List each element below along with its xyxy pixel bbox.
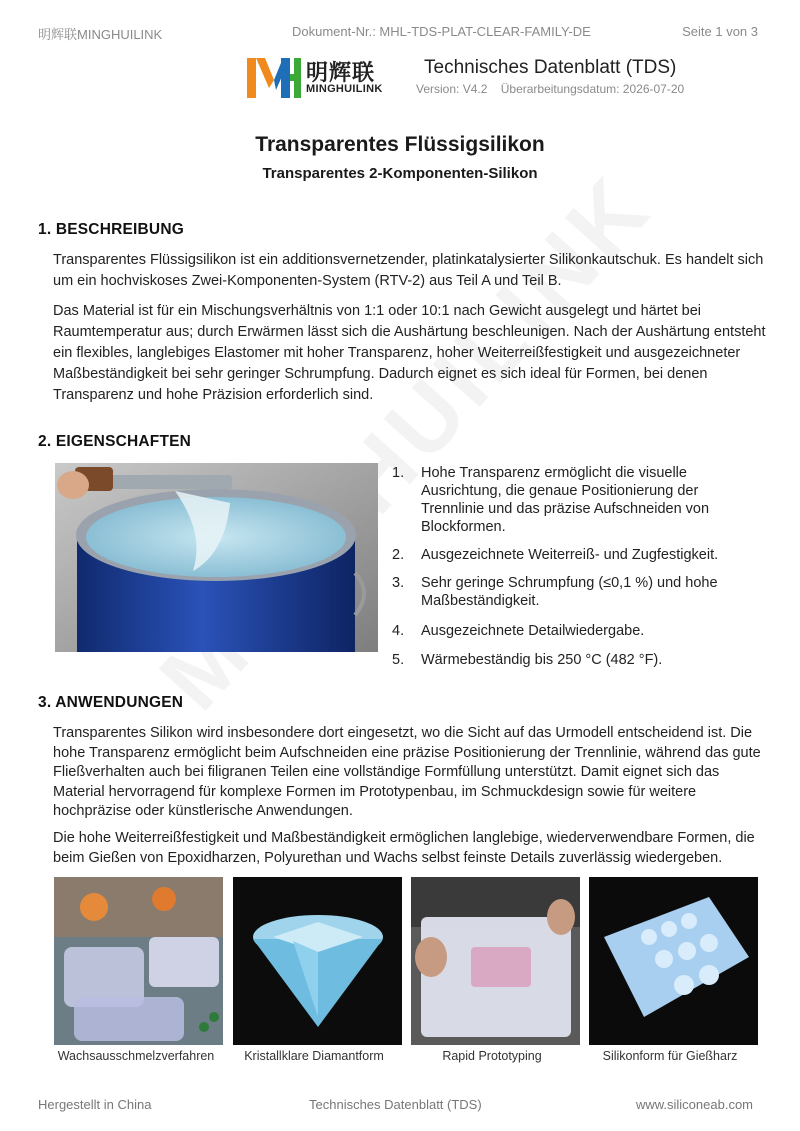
property-number: 3. bbox=[392, 575, 405, 591]
header-document-number: Dokument-Nr.: MHL-TDS-PLAT-CLEAR-FAMILY-DE bbox=[292, 24, 591, 39]
property-text: Ausgezeichnete Weiterreiß- und Zugfestigkeit. bbox=[421, 547, 719, 563]
gallery-caption-1: Wachsausschmelzverfahren bbox=[57, 1049, 215, 1063]
property-text: Hohe Transparenz ermöglicht die visuelle Ausrichtung, die genaue Positionierung der Trennlinie und das präzise Aufschneiden von Blockformen. bbox=[421, 465, 710, 535]
property-text: Ausgezeichnete Detailwiedergabe. bbox=[421, 623, 645, 639]
applications-paragraph-2: Die hohe Weiterreißfestigkeit und Maßbeständigkeit ermöglichen langlebige, wiederverwendbare Formen, die beim Gießen von Epoxidharzen, Polyurethan und Wachs selbst feinste Details zuverlässig wiedergeben. bbox=[53, 830, 755, 866]
version-label: Version: V4.2 bbox=[416, 82, 488, 96]
section-heading-applications: 3. ANWENDUNGEN bbox=[38, 694, 184, 711]
gallery-image-diamond-mold bbox=[233, 877, 402, 1045]
footer-origin: Hergestellt in China bbox=[38, 1097, 152, 1112]
gallery-caption-4: Silikonform für Gießharz bbox=[602, 1049, 738, 1063]
property-item-2 bbox=[392, 546, 752, 564]
description-paragraph-2: Das Material ist für ein Mischungsverhältnis von 1:1 oder 10:1 nach Gewicht ausgelegt und härtet bei Raumtemperatur aus; durch Erwärmen lässt sich die Aushärtung beschleunigen. Nach der Aushärtung entsteht ein flexibles, langlebiges Elastomer mit hoher Transparenz, hoher Weiterreißfestigkeit und ausgezeichneter Maßbeständigkeit bei sehr geringer Schrumpfung. Dadurch eignet es sich ideal für Formen, bei denen Transparenz und hohe Präzision erforderlich sind. bbox=[53, 303, 766, 403]
section-heading-properties: 2. EIGENSCHAFTEN bbox=[38, 433, 192, 450]
footer-doc-title: Technisches Datenblatt (TDS) bbox=[309, 1097, 482, 1112]
logo-chinese-text: 明辉联 bbox=[306, 61, 376, 86]
gallery-image-wax-casting bbox=[54, 877, 223, 1045]
gallery-caption-3: Rapid Prototyping bbox=[442, 1049, 542, 1063]
section-heading-description: 1. BESCHREIBUNG bbox=[38, 221, 184, 238]
revision-date: Überarbeitungsdatum: 2026-07-20 bbox=[500, 82, 685, 96]
description-paragraph-1: Transparentes Flüssigsilikon ist ein additionsvernetzender, platinkatalysierter Silikonkautschuk. Es handelt sich um ein hochviskoses Zwei-Komponenten-System (RTV-2) aus Teil A und Teil B. bbox=[53, 252, 764, 289]
tds-version-line bbox=[416, 82, 694, 96]
gallery-caption-2: Kristallklare Diamantform bbox=[244, 1049, 384, 1063]
property-number: 5. bbox=[392, 652, 405, 668]
logo-english-text: MINGHUILINK bbox=[306, 83, 383, 95]
document-subtitle: Transparentes 2-Komponenten-Silikon bbox=[262, 165, 538, 182]
tds-title: Technisches Datenblatt (TDS) bbox=[424, 57, 677, 78]
gallery-image-rapid-prototyping bbox=[411, 877, 580, 1045]
logo-mark-icon bbox=[246, 56, 302, 100]
document-title: Transparentes Flüssigsilikon bbox=[255, 133, 545, 156]
footer-website-link[interactable]: www.siliconeab.com bbox=[635, 1097, 753, 1112]
header-brand: 明辉联MINGHUILINK bbox=[38, 27, 163, 42]
company-logo bbox=[246, 56, 386, 100]
property-number: 2. bbox=[392, 547, 405, 563]
property-item-4 bbox=[392, 622, 752, 640]
applications-paragraph-1: Transparentes Silikon wird insbesondere dort eingesetzt, wo die Sicht auf das Urmodell entscheidend ist. Die hohe Transparenz ermöglicht beim Aufschneiden eine präzise Positionierung der Trennlinie, während das gute Fließverhalten auch bei filigranen Teilen eine vollständige Formfüllung unterstützt. Damit eignet sich das Material hervorragend für komplexe Formen im Prototypenbau, im Schmuckdesign sowie für weitere hochpräzise oder künstlerische Anwendungen. bbox=[53, 725, 761, 819]
header-page-number: Seite 1 von 3 bbox=[682, 24, 758, 39]
property-number: 4. bbox=[392, 623, 405, 639]
property-item-5 bbox=[392, 651, 752, 669]
property-item-3 bbox=[392, 574, 752, 610]
property-item-1 bbox=[392, 464, 752, 536]
property-text: Sehr geringe Schrumpfung (≤0,1 %) und hohe Maßbeständigkeit. bbox=[421, 575, 718, 609]
silicone-bucket-photo bbox=[55, 463, 378, 652]
property-number: 1. bbox=[392, 465, 405, 481]
property-text: Wärmebeständig bis 250 °C (482 °F). bbox=[421, 652, 663, 668]
gallery-image-resin-mold bbox=[589, 877, 758, 1045]
